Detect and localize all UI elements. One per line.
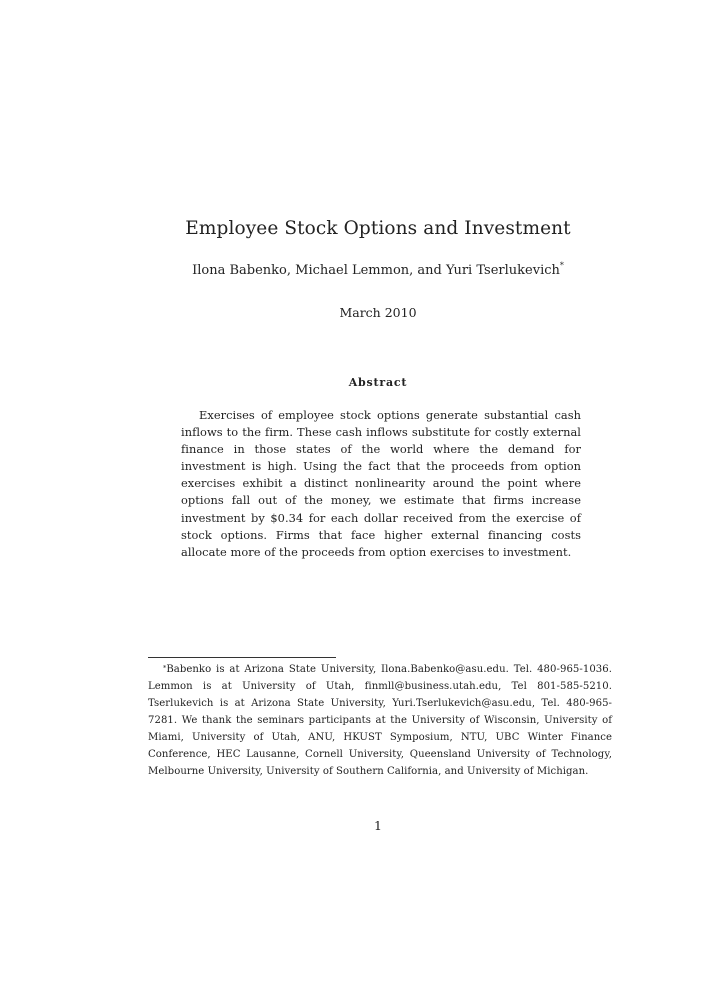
author-footnote	[148, 661, 612, 780]
abstract-text: Exercises of employee stock options generate substantial cash inflows to the firm. These cash inflows substitute for costly external finance in those states of the world where the demand for investment is high. Using the fact that the proceeds from option exercises exhibit a distinct nonlinearity around the point where options fall out of the money, we estimate that firms increase investment by $0.34 for each dollar received from the exercise of stock options. Firms that face higher external financing costs allocate more of the proceeds from option exercises to investment.	[181, 408, 581, 559]
abstract-heading: Abstract	[348, 376, 408, 389]
paper-title: Employee Stock Options and Investment	[185, 218, 571, 239]
footnote-marker: *	[163, 664, 167, 672]
author-names: Ilona Babenko, Michael Lemmon, and Yuri Tserlukevich	[192, 263, 560, 278]
author-line	[0, 263, 728, 278]
author-footnote-marker: *	[559, 261, 564, 270]
footnote-text: Babenko is at Arizona State University, Ilona.Babenko@asu.edu. Tel. 480-965-1036. Lemmon is at University of Utah, finmll@business.utah.edu, Tel 801-585-5210. Tserlukevich is at Arizona State University, Yuri.Tserlukevich@asu.edu, Tel. 480-965-7281. We thank the seminars participants at the University of Wisconsin, University of Miami, University of Utah, ANU, HKUST Symposium, NTU, UBC Winter Finance Conference, HEC Lausanne, Cornell University, Queensland University of Technology, Melbourne University, University of Southern California, and University of Michigan.	[148, 664, 612, 777]
page-number: 1	[374, 818, 382, 833]
publication-date: March 2010	[339, 305, 417, 320]
footnote-divider	[148, 657, 336, 658]
